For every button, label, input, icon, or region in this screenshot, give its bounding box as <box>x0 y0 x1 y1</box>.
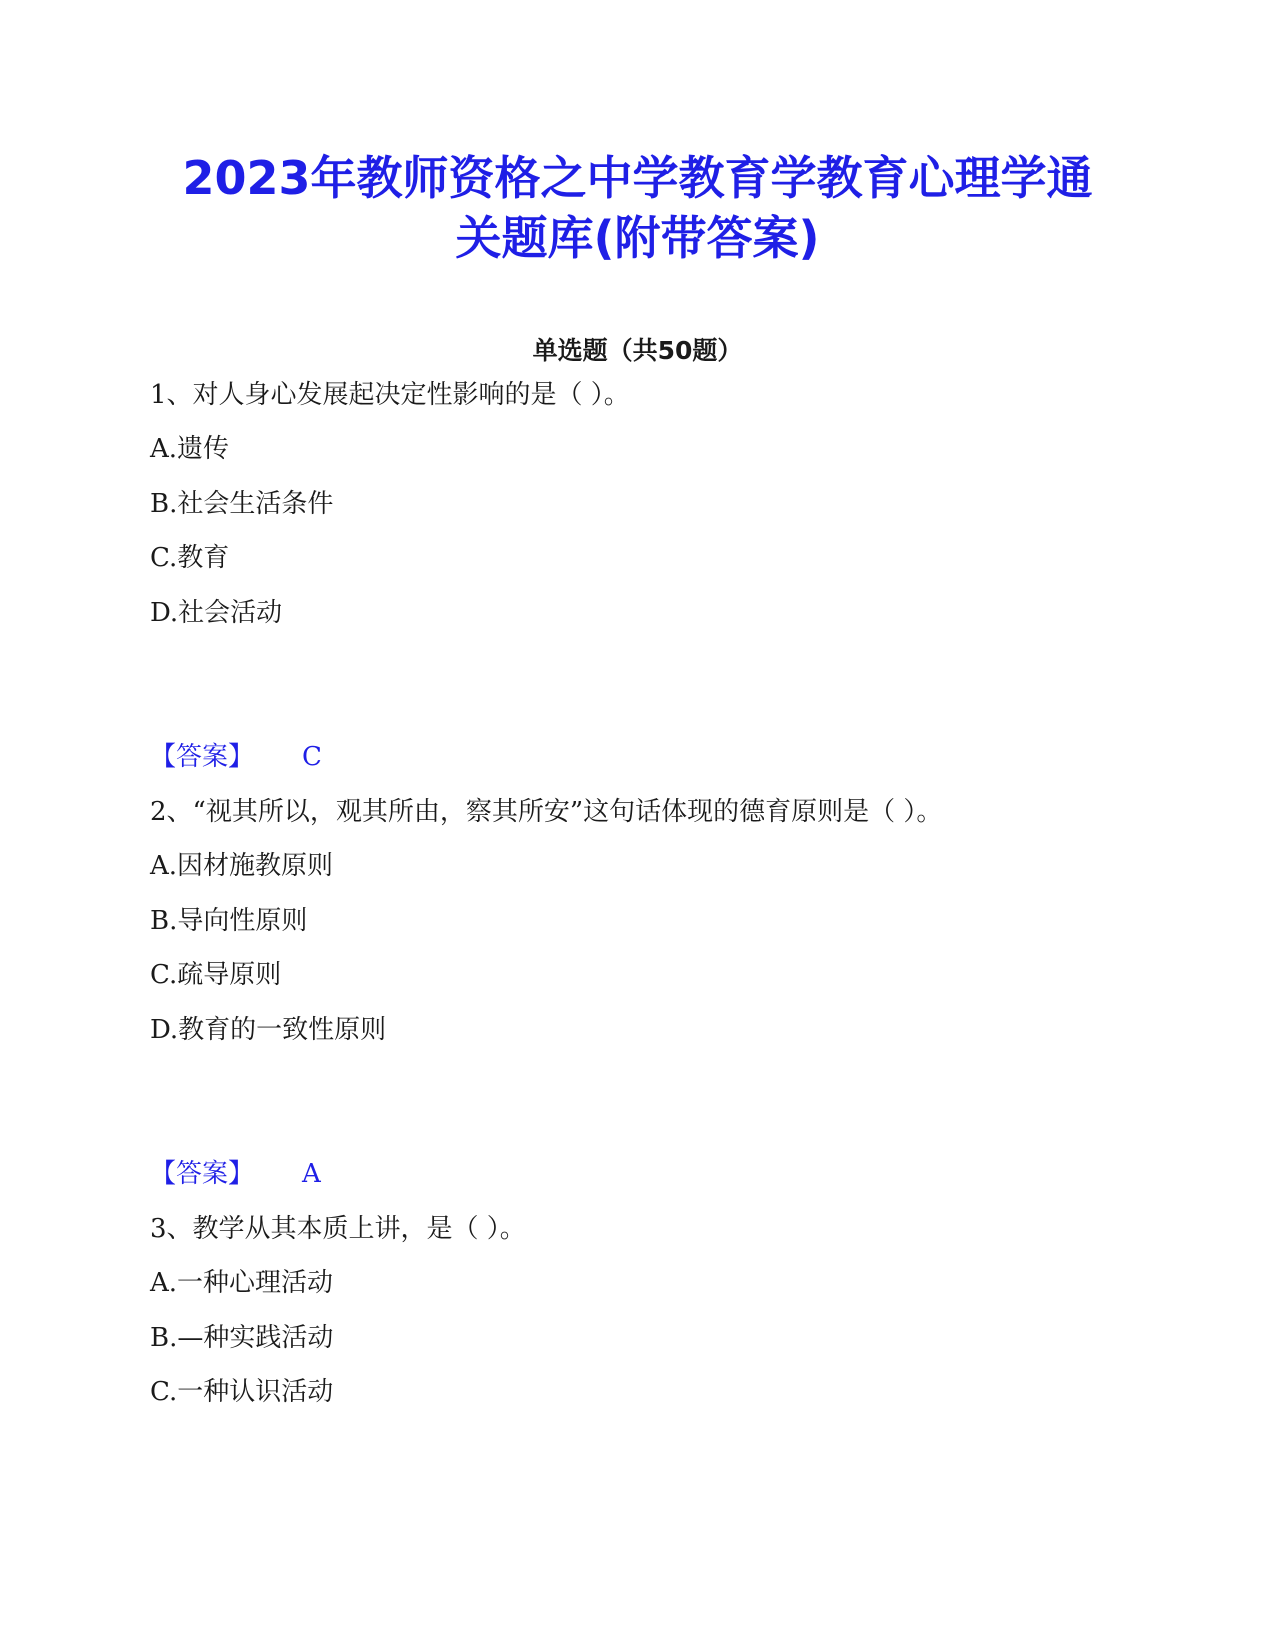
document-title-line-1: 2023年教师资格之中学教育学教育心理学通 <box>182 151 1093 205</box>
document-title <box>0 148 1275 268</box>
answer-value: A <box>302 1159 321 1189</box>
question-1-option-c: C.教育 <box>150 543 230 573</box>
question-3-stem: 3、教学从其本质上讲，是（ ）。 <box>150 1214 526 1244</box>
question-2-option-d: D.教育的一致性原则 <box>150 1015 387 1045</box>
question-1-option-a: A.遗传 <box>150 434 230 464</box>
answer-label: 【答案】 <box>150 742 255 772</box>
question-2-stem: 2、“视其所以，观其所由，察其所安”这句话体现的德育原则是（ ）。 <box>150 797 943 827</box>
answer-label: 【答案】 <box>150 1159 255 1189</box>
question-2-answer <box>150 1157 321 1191</box>
question-1-answer <box>150 740 322 774</box>
question-2-option-c: C.疏导原则 <box>150 960 282 990</box>
question-3-option-c: C.一种认识活动 <box>150 1377 334 1407</box>
document-title-line-2: 关题库(附带答案) <box>455 211 820 265</box>
answer-value: C <box>302 742 322 772</box>
question-3-option-b: B.—种实践活动 <box>150 1323 334 1353</box>
question-3-option-a: A.一种心理活动 <box>150 1268 334 1298</box>
question-2-option-b: B.导向性原则 <box>150 906 308 936</box>
question-1-stem: 1、对人身心发展起决定性影响的是（ ）。 <box>150 380 630 410</box>
question-2-option-a: A.因材施教原则 <box>150 851 334 881</box>
question-1-option-b: B.社会生活条件 <box>150 489 334 519</box>
question-1-option-d: D.社会活动 <box>150 598 283 628</box>
section-heading: 单选题（共50题） <box>532 336 743 365</box>
